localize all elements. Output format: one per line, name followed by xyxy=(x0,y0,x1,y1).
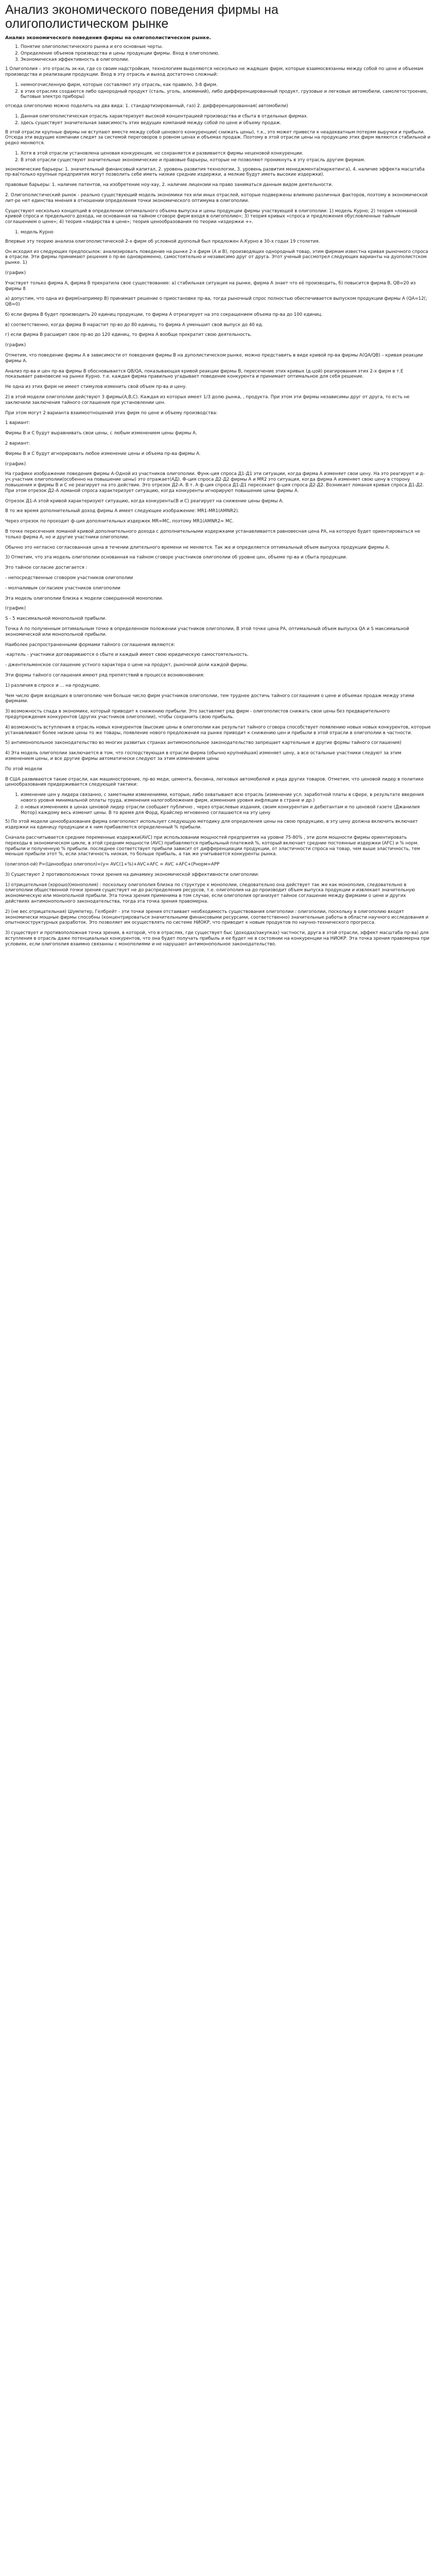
paragraph: Фирмы В и С будут игнорировать любое изменение цены и объема пр-ва фирмы А. xyxy=(5,451,201,456)
paragraph: На графике изображение поведения фирмы А-Одной из участников олигополии. Функ-ция спроса Д1-Д1 эти ситуации, когда фирма А изменяет свои цену. На это реагирует и д-уч.участник олигополии(особенно на повышение цены) это отражает(АД). Ф-ция спроса Д2-Д2 фирмы А и MR2 это ситуация, когда фирма А изменяет свою цену в сторону повышения и фирмы В и С не реагирует на это действие. Это отрезок Д2-А. В т. А ф-ция спроса Д1-Д1 пересекает ф-ция спроса Д2-Д2. Возникает ломаная кривая спроса Д1-Д2. При этом отрезок Д2-А ломаной спроса характеризует ситуацию, когда конкуренты игнорируют повышение цены фирмы А. xyxy=(5,471,425,494)
paragraph: г) если фирма В расширит свое пр-во до 120 единиц, то фирма А вообще прекратит свою деятельность. xyxy=(5,332,252,338)
list-item: 2. в этих отраслях создаются либо однородный продукт (сталь, уголь, алюминий), либо дифференцированный продукт, грузовые и легковые автомобили, самолетостроение, бытовые электро приборы) xyxy=(21,89,431,100)
list-item: 1. модель Курно xyxy=(21,230,431,235)
paragraph: 3) возможность спада в экономике, который приводит к снижению прибыли. Это заставляет ряд фирм - олигополистов снижать свои цены без предварительного предупреждения конкурентов (других участников олигополии), чтобы сохранить свою прибыль. xyxy=(5,709,390,720)
paragraph: - непосредственные сговором участников олигополии xyxy=(5,575,133,581)
paragraph: 4) возможность вступления в отрасль новых конкурентов (высокие цены в олигополии как результат тайного сговора способствует появлению новых новых конкурентов, которые устанавливают более низкие цены то же товары, появление нового предложения на рынке приводит к снижению цен и прибыли в этой отрасли в олигополии в частности. xyxy=(5,724,431,736)
numbered-list xyxy=(5,151,431,163)
numbered-list xyxy=(5,792,431,816)
list-item: 1. изменение цен у лидера связанно, с заметными изменениями, которые, либо охватывают всю отрасль (изменение усл. заработной платы в сфере, в результате введения нового уровня минимальной оплаты труда, изменения налогообложения фирм, изменения уровня инфляции в стране и др.) xyxy=(21,792,431,804)
paragraph: отсюда олигополию можно поделить на два вида: 1. стандартизированный, газ) 2. дифференцированная( автомобили) xyxy=(5,104,288,109)
paragraph: При этом могут 2 варианта взаимоотношений этих фирм по цене и объему производства: xyxy=(5,410,218,416)
paragraph: Сначала рассчитывается средние переменные издержки(AVC) при использовании мощностей предприятия на уровне 75-80% , эти доля мощности фирмы ориентировать переходы в экономическом цикле, в этой средним мощности (AVC) прибавляются прибыльный платежей %, который включает средние постоянные издержки (AFC) и % норм. прибыли и полученную % прибыли. последнее соответствует прибыли зависит от дифференциации продукции, от эластичности спроса на товар, чем выше эластичность, тем меньше прибыли этот %, если эластичность низкая, то больше прибыль, а так же учитывается конкуренты рынка. xyxy=(5,835,421,857)
paragraph: 5) антимонопольное законодательство во многих развитых странах антимонопольное законодательство запрещает картельные и другие формы тайного соглашения) xyxy=(5,740,402,746)
paragraph: 1 Олигополия – это отрасль эк-ки, где со своим надстройкам, технологиям выделяются несколько не жадящих фирм, которые взаимосвязанны между собой по цене и объемам производства и реализации продукции. Вход в эту отрасль и выход достаточно сложный: xyxy=(5,66,424,77)
paragraph: В этой отрасли крупные фирмы не вступают вместе между собой ценового конкуренции( снижать цены), т.к., это может привести к неадекватным потерям выручки и прибыли. Отсюда эти ведущие компании следят за системой переговоров о ровном ценах и объемах продаж. Поэтому в этой отрасли цены на продукцию этих фирм являются стабильной и редко меняются. xyxy=(5,129,431,146)
paragraph: 4) Эта модель олигополии заключается в том, что господствующая в отрасли фирма (обычно крупнейшая) изменяет цену, а все остальные участники следуют за этим изменением цены, и все другие фирмы автоматически следуют за этим изменением цены xyxy=(5,751,402,761)
page-title-line-1: Анализ экономического поведения фирмы на xyxy=(5,3,278,17)
paragraph: - молчаливым согласием участников олигополии xyxy=(5,585,120,591)
paragraph: экономические барьеры: 1. значительный финансовый капитал, 2. уровень развития технологии, 3. уровень развития менеджмента(маркетинга), 4. наличие эффекта масштаба пр-ва(только крупные предприятия могут позволить себе иметь низкие средние издержки, а мелкие будут иметь высокие издержки). xyxy=(5,166,425,178)
paragraph: - джентельменское соглашение устного характера о цене на продукт, рыночной доли каждой фирмы. xyxy=(5,663,248,668)
paragraph: -картель - участники договариваются о сбыте и каждый имеет свою юридическую самостоятельность. xyxy=(5,652,249,658)
paragraph: 2 вариант: xyxy=(5,441,30,447)
graph-placeholder: (график) xyxy=(5,270,26,276)
paragraph: Это тайное согласие достигается : xyxy=(5,565,88,571)
paragraph: Не одна из этих фирм не имеет стимулов изменить свой объем пр-ва и цену. xyxy=(5,384,187,390)
page-title xyxy=(0,0,436,35)
paragraph: 5) По этой модели ценообразования фирма олигополист использует следующую методику для определения цены на свою продукцию, в эту цену должна включить включает издержки на единицу продукции и к ним прибавляется определенный % прибыли. xyxy=(5,819,418,831)
list-item: 1. Данная олигополистическая отрасль характеризует высокой концентрацией производства и сбыта в отдельных фирмах. xyxy=(21,114,431,120)
paragraph: Фирмы В и С будут выравнивать свои цены, с любым изменением цены фирмы А. xyxy=(5,431,197,436)
paragraph: Точка А по полученным оптимальным точке в определенном положении участников олигополии, В этой точке цена РА, оптимальный объем выпуска QА и S максимальной экономической или монопольной прибыли. xyxy=(5,626,409,637)
paragraph: а) допустим, что одна из фирм(например В) принимает решение о приостановке пр-ва, тогда рыночный спрос полностью обеспечивается выпуском продукции фирмы А (QA=12(; QB=0) xyxy=(5,296,427,308)
numbered-list xyxy=(5,44,431,63)
graph-placeholder: (график) xyxy=(5,606,26,612)
paragraph: В США развиваются такие отрасли, как машиностроение, пр-во меди, цемента, бензина, легковых автомобилей и ряда других товаров. Отметим, что ценовой лидер в политике ценообразования придерживается следующей тактики: xyxy=(5,776,424,788)
numbered-list xyxy=(5,230,431,235)
page-title-line-2: олигополистическом рынке xyxy=(5,16,169,31)
article-body xyxy=(0,36,436,947)
list-item: 2. Определение объемов производства и цены продукции фирмы. Вход в олигополию. xyxy=(21,51,431,57)
paragraph: в) соответственно, когда фирма В нарастит пр-во до 80 единиц, то фирма А уменьшит свой выпуск до 40 ед. xyxy=(5,322,264,328)
paragraph: В то же время дополнительный доход фирмы А имеет следующее изображение: MR1-MR1(АМNR2). xyxy=(5,509,239,514)
paragraph: 2. Олигополистический рынок - реально существующий модель экономики тех или иных отраслей, которые подвержены влиянию различных факторов, поэтому в экономической лит-ре нет единства мнения в отношении определения точки экономического оптимума в олигополии. xyxy=(5,192,428,204)
paragraph: Обычно это негласно согласованная цена в течении длительного времени не меняется. Так же и определяется оптимальный объем выпуска продукции фирмы А. xyxy=(5,545,390,550)
list-item: 2. В этой отрасли существуют значительные экономические и правовые барьеры, которые не позволяют проникнуть в эту отрасль другим фирмам. xyxy=(21,158,431,163)
paragraph: 2) в этой модели олигополии действуют 3 фирмы(А,В,С). Каждая из которых имеет 1/3 долю рынка, , продукта. При этом эти фирмы независимы друг от друга, то есть не заключили заключения тайного соглашения при установлении цен. xyxy=(5,395,410,405)
paragraph: Отрезок Д1-А этой кривой характеризуют ситуацию, когда конкуренты(В и С) реагирует на снижение цены фирмы А. xyxy=(5,498,284,504)
paragraph: Впервые эту теорию анализа олигополистической 2-х фирм об условной дуопольй был предложен А.Курно в 30-х годах 19 столетия. xyxy=(5,239,320,244)
paragraph: Анализ пр-ва и цен пр-ва фирмы В обосновывается QB/QA, показывающая кривой реакции фирмы В, пересечение этих кривых (д-цой) реагирования этих 2-х фирм в т.Е показывает равновесие на рынке Курно. т.е. каждая фирма правильно угадывает поведение конкурента и принимает оптимальное для себя решение. xyxy=(5,368,404,380)
paragraph: Существуют несколько концепций в определении оптимального объема выпуска и цены продукции фирмы участвующей в олигополии: 1) модель Курно; 2) теория «ломаной кривой спроса и предельного дохода, не основанная на тайном сговоре фирм входя в олигополию»; 3) теория кривых «спроса и предложения обусловленные тайным соглашением о цене»; 4) теория «лидерства в цене»; теория ценообразования по теории «издержки +». xyxy=(5,208,417,225)
list-item: 2. здесь существует значительная зависимость этих ведущих компаний между собой по цене и объему продаж. xyxy=(21,121,431,126)
list-item: 1. немногочисленную фирм, которые составляют эту отрасль, как правило, 3-8 фирм. xyxy=(21,82,431,88)
paragraph: правовые барьеры: 1. наличие патентов, на изобретение ноу-хау, 2. наличие лицензии на право заниматься данным видом деятельности. xyxy=(5,182,333,188)
paragraph: Участвует только фирма А, фирма В прекратила свое существование: а) стабильная ситуация на рынке, фирма А знает что её производить, б) повысится фирма В, QВ=20 из фирмы 8 xyxy=(5,280,416,292)
paragraph: Наиболее распространенными формами тайного соглашения являются: xyxy=(5,642,175,648)
paragraph: 1) отрицательная (хорошо)(монополия) : поскольку олигополия близка по структуре к монополии, следовательно она действует так же как монополия, следовательно в олигополии общественной точки зрения существует не до распределения ресурсов, т.е. олигополия на до производит объем выпуска продукции и извлекает значительную экономическую или монопольной прибыли. Эта точка зрения применима в том случае, если олигополия организует тайное соглашение между фирмами о цене и других действиях антимонопольного законодательства, тогда эта точка зрения правомерна. xyxy=(5,882,415,905)
paragraph: Он исходил из следующих предпосылок: анализировать поведение на рынке 2-х фирм (А и В), производящих однородный товар, этим фирмам известна кривая рыночного спроса в отрасли. Эти фирмы принимают решения о пр-ве одновременно, самостоятельно и независимо друг от друга. Этот ученый рассмотрел следующих варианты на дуополистском рынке. 1) xyxy=(5,249,428,266)
section-heading: Анализ экономического поведения фирмы на олигополистическом рынке. xyxy=(5,35,211,41)
paragraph: 2) (не вес.отрицательная) Шумпетер, Гелбрейт - эти точки зрения отстаивает необходимость существования олигополии : олигополии, поскольку в олигополию входят экономически мощные фирмы способны (концентрироваться значительными финансовыми ресурсами, соответственно) значительные работы в области научного исследования и опытнокоструктурных разработок. Это позволяет им осуществлять по системе НИОКР, что приводит к новым продуктов по научно-технического прогресса. xyxy=(5,909,429,926)
paragraph: По этой модели xyxy=(5,766,42,772)
paragraph: 1 вариант: xyxy=(5,420,30,426)
graph-placeholder: (график) xyxy=(5,343,26,348)
paragraph: Через отрезок по проходит ф-ция дополнительных издержек MR=MC, поэтому MR1(АМNR2= МС. xyxy=(5,519,234,524)
paragraph: Отметим, что поведение фирмы А в зависимости от поведения фирмы В на дуполистическом рынке, можно представить в виде кривой пр-ва фирмы A(QA/QB) – кривая реакции фирмы А. xyxy=(5,353,423,364)
paragraph: 3) Отметим, что эта модель олигополии основанная на тайном сговоре участников олигополии об уровне цен, объеме пр-ва и сбыта продукции. xyxy=(5,555,347,561)
paragraph: 3) Существуют 2 противоположных точки зрения на динамику экономической эффективности олигополии: xyxy=(5,872,259,877)
paragraph: S - 5 максимальной монопольной прибыли. xyxy=(5,616,107,622)
numbered-list xyxy=(5,114,431,126)
paragraph: Эта модель олигополии близка к модели совершенной монополии. xyxy=(5,596,164,601)
numbered-list xyxy=(5,82,431,100)
list-item: 1. Понятие олигополистического рынка и его основные черты. xyxy=(21,44,431,50)
paragraph: 3) существует и противоположная точка зрения, в которой, что в отраслях, где существует быс (доходах/закупках) частности, друга в этой отрасли, эффект масштаба пр-ва) для вступления в отрасль даже потенциальных конкурентов, что она будет получать прибыль и ее будет не в состоянии на конкуренции на НИОКР. Эта точка зрения правомерна при условиях, если олигополия взаимно связанны с монополиями и не нарушают антимонопольное законодательство. xyxy=(5,930,430,947)
list-item: 2. о новых изменениях в ценах ценовой лидер отрасли сообщает публично , через отраслевые издания, своим конкурентам и дебютантам и по ценовой газете (Джанилия Мотор) каждому весь изменит цены. В то время для Форд, Крайслер мгновенно соглашаются на эту цену xyxy=(21,805,431,816)
list-item: 3. Экономическая эффективность в олигополии. xyxy=(21,57,431,63)
paragraph: 1) различия в спросе и ... на продукцию. xyxy=(5,683,100,688)
paragraph: В точке пересечения ломаной кривой дополнительного дохода с дополнительными издержками устанавливается равновесная цена РА, на которую будет ориентироваться не только фирма А, но и другие участники олигополии. xyxy=(5,529,421,540)
list-item: 1. Хотя в этой отрасли установлена ценовая конкуренция, но сохраняется и развивается фирмы неценовой конкуренции. xyxy=(21,151,431,157)
graph-placeholder: (график) xyxy=(5,461,26,467)
paragraph: (олигопол-ой) Р=(Ценообраз олигопол)=(у= AVC(1+%)+AVC+AFC = AVC +AFC+(Рнорм=АРР xyxy=(5,862,220,868)
paragraph: Эти формы тайного соглашения имеют ряд препятствий в процессе возникновения: xyxy=(5,672,205,678)
paragraph: б) если фирма В будет производить 20 единиц продукции, то фирма А отреагирует на это сокращением объема пр-ва до 100 единиц. xyxy=(5,312,323,317)
paragraph: Чем число фирм входящих в олигополию чем больше число фирм участников олигополии, тем труднее достичь тайного соглашения о цене и объемах продаж между этими фирмами. xyxy=(5,693,414,704)
